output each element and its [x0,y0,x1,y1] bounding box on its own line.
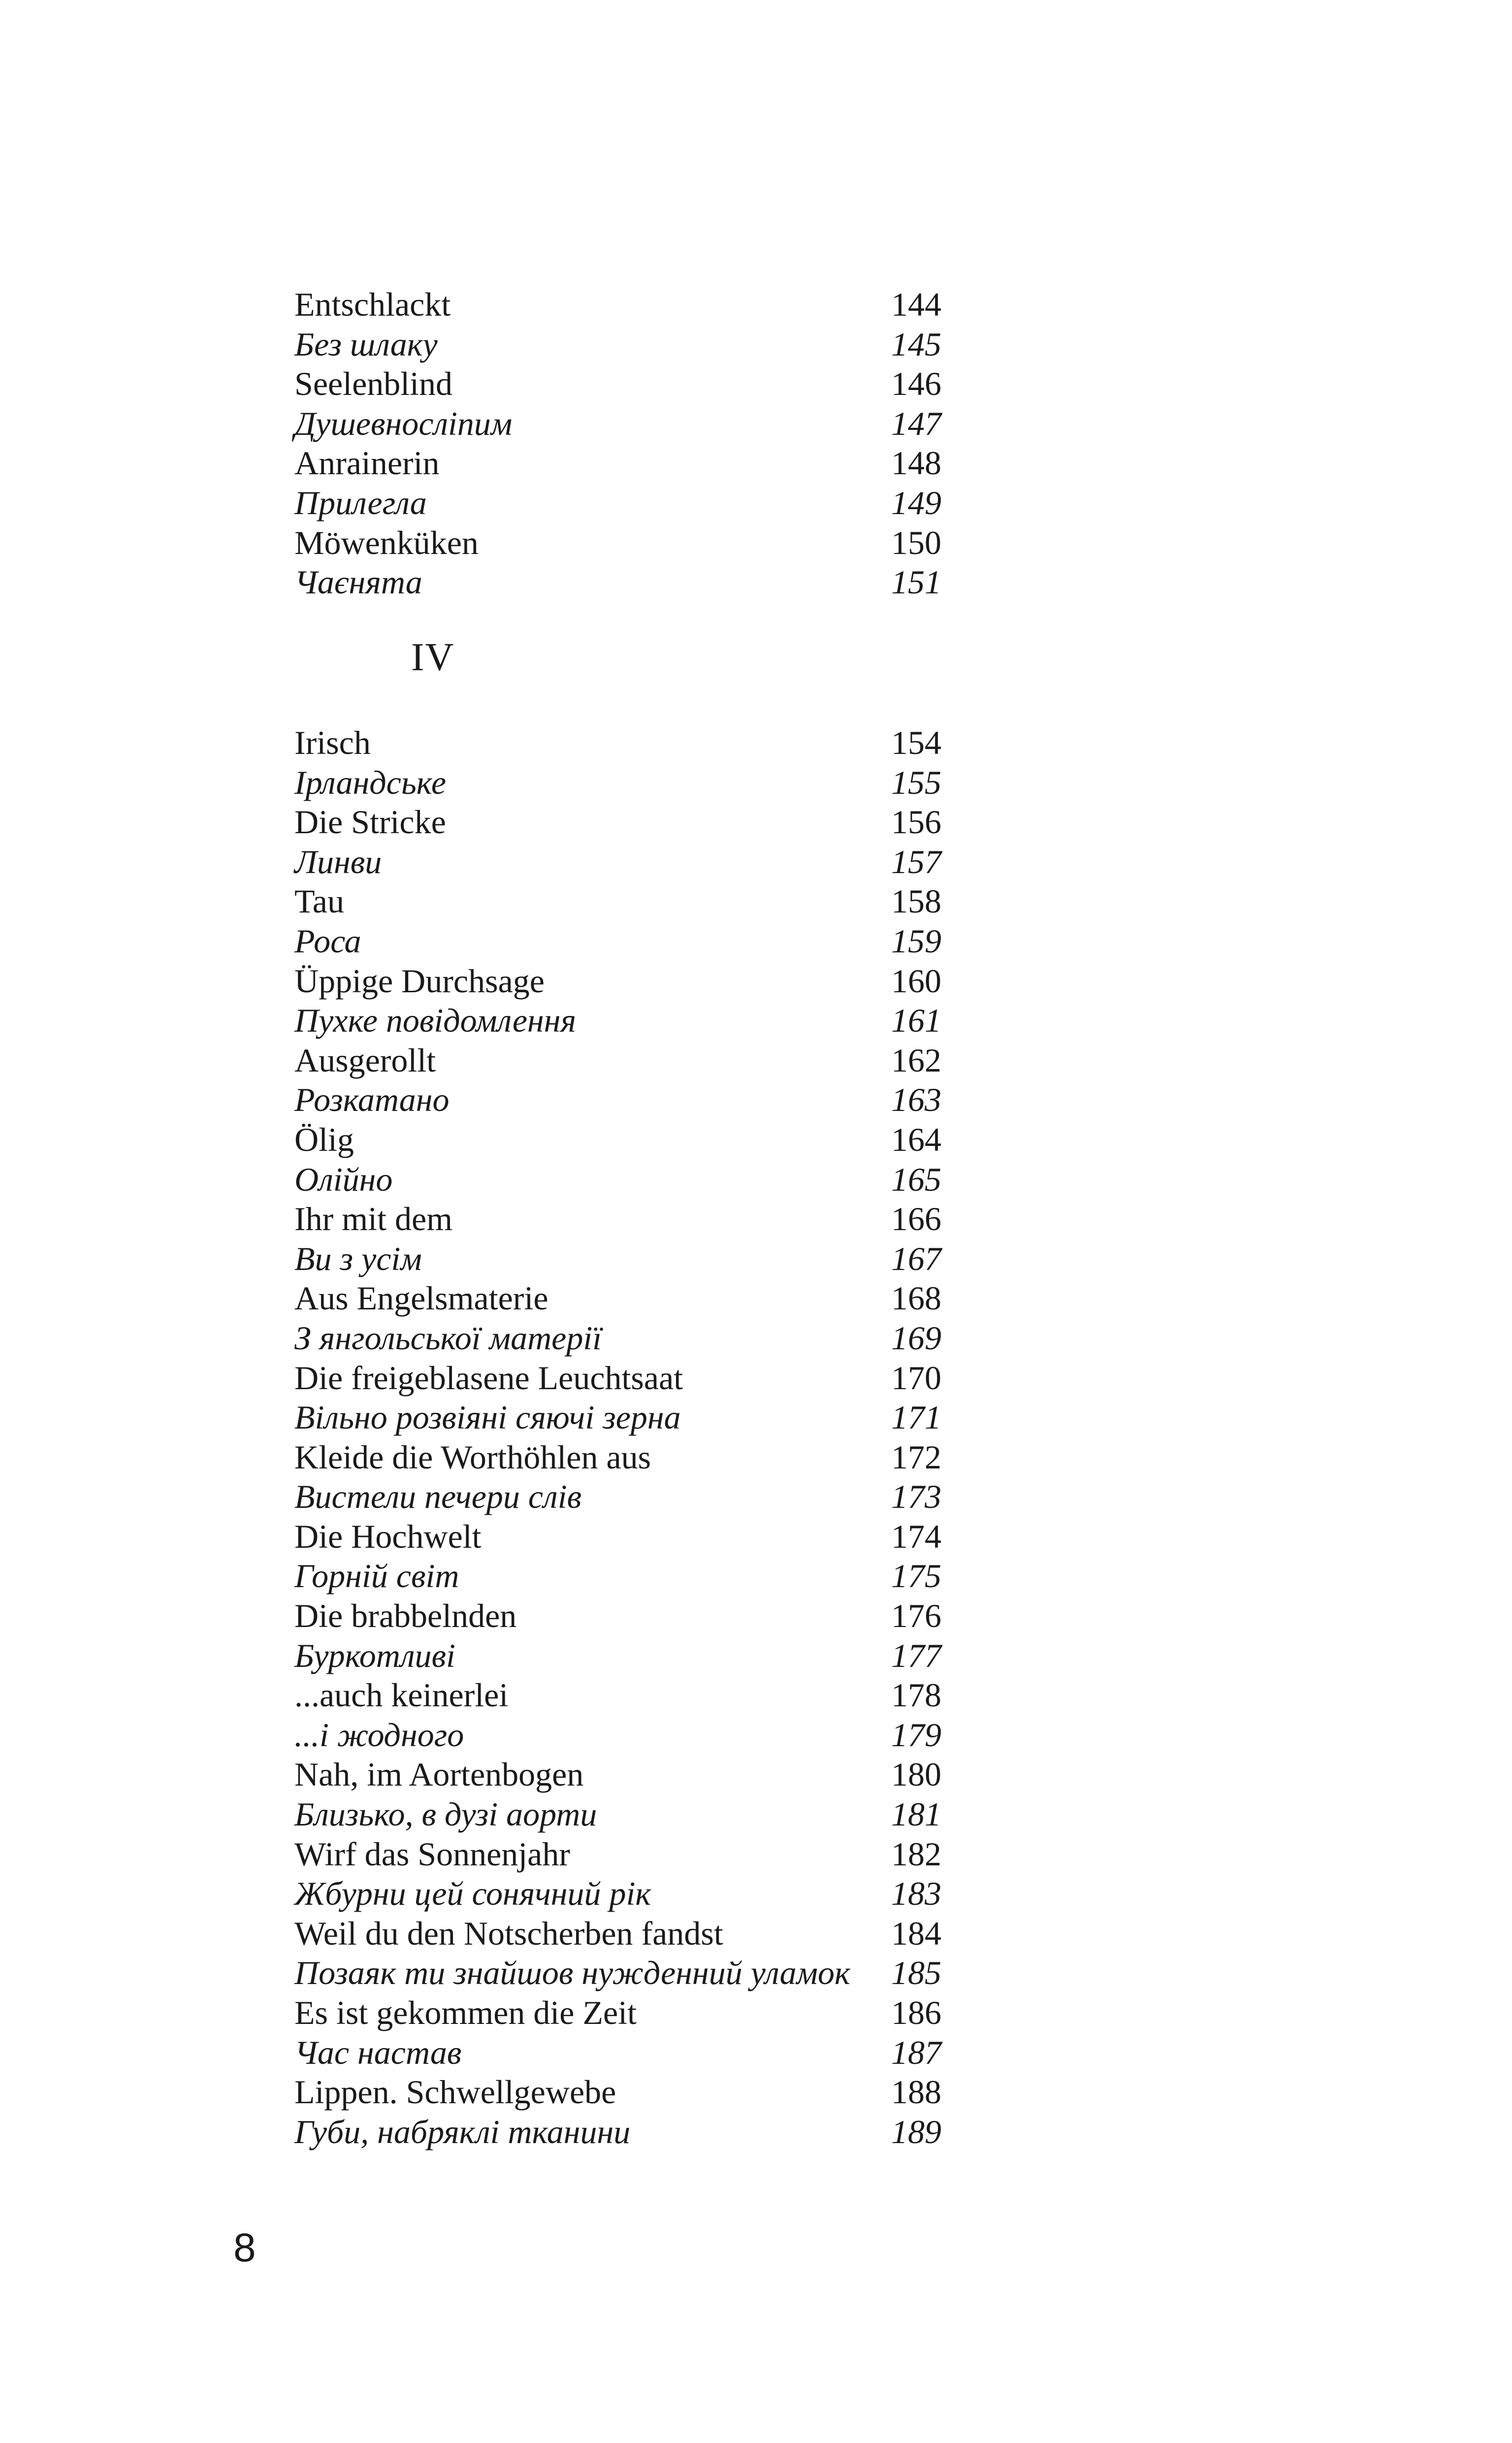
toc-entry-page-number: 163 [891,1081,941,1119]
toc-entry-title: Линви [294,843,382,880]
toc-entry [294,1160,944,1200]
toc-entry-title: Aus Engelsmaterie [294,1279,548,1317]
toc-entry [294,285,944,325]
toc-entry-title: Ihr mit dem [294,1200,453,1238]
toc-entry-title: Wirf das Sonnenjahr [294,1835,571,1873]
toc-entry-title: ...і жодного [294,1716,464,1754]
toc-entry-title: Вільно розвіяні сяючі зерна [294,1399,681,1436]
toc-entry-title: Душевносліпим [294,404,513,442]
toc-entry-page-number: 166 [891,1200,941,1238]
page-number: 8 [233,2225,256,2270]
toc-entry [294,1556,944,1596]
toc-entry-page-number: 183 [891,1875,941,1913]
toc-entry-title: Anrainerin [294,444,440,482]
toc-entry [294,881,944,921]
toc-entry-title: Буркотливі [294,1636,455,1674]
toc-entry [294,1001,944,1041]
toc-entry [294,1278,944,1318]
toc-entry-page-number: 154 [891,724,941,761]
toc-entry-page-number: 170 [891,1359,941,1397]
toc-entry-page-number: 144 [891,286,941,323]
toc-entry-title: Жбурни цей сонячний рік [294,1875,651,1913]
toc-entry-page-number: 180 [891,1756,941,1793]
toc-entry-page-number: 160 [891,962,941,1000]
toc-entry-page-number: 172 [891,1438,941,1476]
toc-entry-title: Ірландське [294,763,447,801]
toc-entry-title: Möwenküken [294,523,479,561]
toc-entry-page-number: 150 [891,523,941,561]
toc-entry-page-number: 167 [891,1239,941,1277]
toc-entry-title: Ausgerollt [294,1041,436,1079]
toc-entry-title: Die brabbelnden [294,1597,517,1635]
toc-entry-title: Розкатано [294,1081,450,1119]
toc-list-part-3-continued [294,285,944,602]
toc-entry [294,1636,944,1676]
toc-entry [294,2033,944,2073]
toc-entry-title: Пухке повідомлення [294,1002,577,1040]
toc-entry-page-number: 145 [891,325,941,363]
toc-entry [294,1120,944,1160]
toc-entry-title: Близько, в дузі аорти [294,1795,597,1833]
toc-entry [294,1437,944,1477]
toc-entry-page-number: 181 [891,1795,941,1833]
toc-entry [294,2112,944,2152]
toc-list-part-4 [294,723,944,2151]
toc-entry [294,1953,944,1993]
toc-entry-title: Позаяк ти знайшов нужденний уламок [294,1954,850,1992]
toc-entry-page-number: 182 [891,1835,941,1873]
toc-entry-page-number: 147 [891,404,941,442]
toc-entry-page-number: 187 [891,2033,941,2071]
toc-entry-title: Die Hochwelt [294,1517,482,1555]
toc-entry-title: Es ist gekommen die Zeit [294,1994,637,2031]
toc-entry-title: Entschlackt [294,286,451,323]
section-heading: IV [411,636,455,679]
toc-entry [294,1398,944,1437]
toc-entry-title: Без шлаку [294,325,438,363]
toc-entry-title: Seelenblind [294,365,453,403]
toc-entry [294,1318,944,1358]
toc-entry [294,842,944,882]
toc-entry-page-number: 175 [891,1557,941,1595]
toc-entry [294,1675,944,1715]
toc-entry [294,325,944,364]
toc-entry-title: Weil du den Notscherben fandst [294,1914,723,1952]
toc-entry [294,1993,944,2033]
toc-entry [294,1715,944,1755]
toc-entry-title: Die Stricke [294,803,446,841]
toc-entry-page-number: 185 [891,1954,941,1992]
toc-entry-title: Üppige Durchsage [294,962,545,1000]
toc-entry [294,763,944,803]
toc-entry [294,723,944,763]
toc-entry [294,921,944,961]
toc-entry-title: Ölig [294,1120,354,1158]
toc-entry [294,1041,944,1080]
toc-entry-page-number: 157 [891,843,941,880]
toc-entry-title: Вистели печери слів [294,1478,582,1516]
toc-entry [294,562,944,602]
toc-entry [294,523,944,563]
toc-entry-title: Час настав [294,2033,462,2071]
toc-entry [294,802,944,842]
toc-entry [294,1755,944,1794]
toc-entry [294,961,944,1001]
toc-entry-page-number: 155 [891,763,941,801]
toc-entry-page-number: 189 [891,2113,941,2150]
toc-entry [294,1874,944,1914]
toc-entry-page-number: 165 [891,1160,941,1198]
toc-entry-page-number: 149 [891,484,941,521]
toc-entry-page-number: 169 [891,1319,941,1357]
toc-entry-title: Kleide die Worthöhlen aus [294,1438,651,1476]
toc-entry-page-number: 164 [891,1120,941,1158]
toc-entry-page-number: 184 [891,1914,941,1952]
toc-entry [294,2072,944,2112]
toc-entry-title: Губи, набряклі тканини [294,2113,631,2150]
toc-entry-page-number: 162 [891,1041,941,1079]
toc-entry [294,1794,944,1834]
toc-entry [294,1914,944,1954]
toc-entry-page-number: 171 [891,1399,941,1436]
toc-entry [294,404,944,444]
toc-entry-page-number: 156 [891,803,941,841]
toc-entry-page-number: 176 [891,1597,941,1635]
toc-entry-title: З янгольської матерії [294,1319,602,1357]
toc-entry [294,364,944,404]
toc-entry-page-number: 159 [891,922,941,960]
toc-entry-title: Die freigeblasene Leuchtsaat [294,1359,683,1397]
toc-entry-title: Lippen. Schwellgewebe [294,2073,616,2111]
toc-entry-title: Ви з усім [294,1239,422,1277]
toc-entry [294,443,944,483]
toc-entry-page-number: 179 [891,1716,941,1754]
toc-entry-page-number: 168 [891,1279,941,1317]
toc-entry [294,483,944,523]
toc-entry-page-number: 151 [891,563,941,601]
toc-entry-page-number: 146 [891,365,941,403]
toc-entry-page-number: 188 [891,2073,941,2111]
toc-entry-title: Роса [294,922,361,960]
toc-entry-page-number: 173 [891,1478,941,1516]
toc-entry [294,1080,944,1120]
toc-entry [294,1239,944,1279]
toc-entry [294,1596,944,1636]
toc-entry-title: Irisch [294,724,371,761]
toc-entry-title: ...auch keinerlei [294,1676,509,1714]
toc-entry-page-number: 174 [891,1517,941,1555]
toc-entry-title: Олійно [294,1160,393,1198]
toc-entry-page-number: 148 [891,444,941,482]
toc-entry-title: Горній світ [294,1557,459,1595]
toc-entry [294,1834,944,1874]
toc-entry [294,1477,944,1517]
toc-entry-title: Nah, im Aortenbogen [294,1756,584,1793]
toc-entry [294,1517,944,1557]
toc-entry-page-number: 177 [891,1636,941,1674]
toc-entry-title: Прилегла [294,484,427,521]
toc-entry-page-number: 158 [891,882,941,920]
toc-entry-title: Чаєнята [294,563,422,601]
toc-entry-page-number: 186 [891,1994,941,2031]
toc-entry [294,1199,944,1239]
toc-entry-page-number: 178 [891,1676,941,1714]
toc-entry [294,1358,944,1398]
toc-entry-page-number: 161 [891,1002,941,1040]
toc-entry-title: Tau [294,882,344,920]
